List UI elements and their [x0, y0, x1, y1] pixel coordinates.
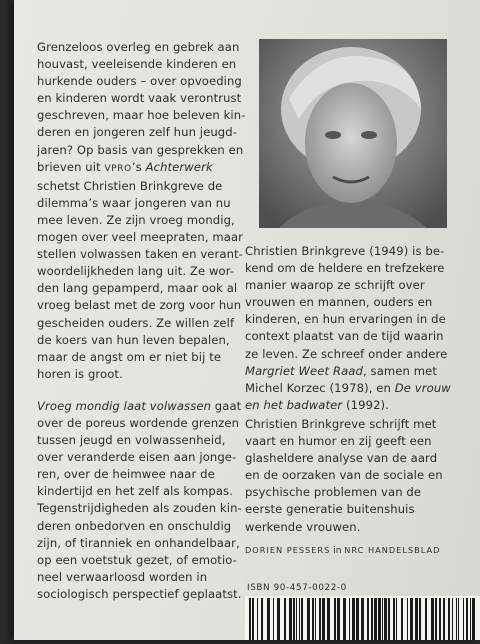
- barcode-bar: [393, 598, 395, 640]
- barcode-bar: [307, 598, 310, 640]
- credit-source: NRC HANDELSBLAD: [344, 545, 441, 555]
- text-run: manier waarop ze schrijft over: [245, 278, 425, 293]
- barcode-bar: [327, 598, 330, 640]
- barcode-bar: [470, 598, 471, 640]
- text-run: en kinderen wordt vaak verontrust: [37, 91, 242, 106]
- text-run: sociologisch perspectief geplaatst.: [37, 586, 242, 601]
- text-run: mogen over veel meepraten, maar: [37, 230, 244, 245]
- blurb-line: [37, 195, 233, 212]
- barcode-bar: [443, 598, 445, 640]
- text-run: de koers van hun leven bepalen,: [37, 332, 230, 347]
- quote-line: [245, 416, 457, 433]
- barcode-bar: [293, 598, 295, 640]
- barcode-bar: [401, 598, 403, 640]
- text-run: deren en jongeren zelf hun jeugd-: [37, 125, 238, 140]
- barcode-bar: [407, 598, 408, 640]
- blurb-line: [37, 349, 233, 366]
- bio-line: [245, 243, 457, 260]
- text-run: psychische problemen van de: [245, 485, 422, 500]
- blurb-line: [37, 415, 240, 432]
- text-run: deren onbedorven en onschuldig: [37, 518, 232, 533]
- text-run: neel verwaarloosd worden in: [37, 569, 208, 584]
- barcode-bar: [284, 598, 286, 640]
- text-run: horen is groot.: [37, 366, 123, 381]
- review-quote: [245, 416, 457, 536]
- text-run: Christien Brinkgreve (1949) is be-: [245, 244, 445, 258]
- barcode-bar: [384, 598, 387, 640]
- blurb-line: [37, 124, 238, 141]
- blurb-line: [37, 39, 240, 56]
- barcode-bar: [452, 598, 453, 640]
- blurb-line: [37, 466, 233, 483]
- text-run: Christien Brinkgreve schrijft met: [245, 417, 437, 431]
- text-run: mee leven. Ze zijn vroeg mondig,: [37, 212, 235, 227]
- barcode-bar: [273, 598, 274, 640]
- blurb-line: [37, 159, 233, 178]
- barcode-bar: [261, 598, 263, 640]
- barcode-bar: [301, 598, 303, 640]
- text-run: en de oorzaken van de sociale en: [245, 468, 443, 483]
- barcode-bar: [249, 598, 251, 640]
- barcode-bar: [277, 598, 280, 640]
- text-run: Grenzeloos overleg en gebrek aan: [37, 40, 240, 54]
- author-portrait-icon: [259, 39, 447, 228]
- text-run: werkende vrouwen.: [245, 519, 361, 534]
- blurb-line: [37, 212, 233, 229]
- barcode-bar: [472, 598, 475, 640]
- text-run: geschreven, maar hoe beleven kin-: [37, 108, 246, 123]
- bio-line: [245, 328, 457, 345]
- barcode-bar: [371, 598, 373, 640]
- text-run: tussen jeugd en volwassenheid,: [37, 433, 226, 448]
- barcode-bar: [289, 598, 292, 640]
- barcode-bar: [458, 598, 459, 640]
- bio-line: [245, 294, 457, 311]
- barcode-bar: [361, 598, 364, 640]
- blurb-line: [37, 366, 233, 383]
- blurb-column: [37, 39, 246, 618]
- quote-line: [245, 484, 457, 501]
- barcode-bar: [382, 598, 383, 640]
- blurb-line: [37, 107, 246, 124]
- blurb-line: [37, 229, 244, 246]
- text-run: zijn, of tiranniek en onhandelbaar,: [37, 535, 240, 550]
- credit-name: DORIEN PESSERS: [245, 545, 331, 555]
- barcode-bar: [367, 598, 369, 640]
- text-run: ren, over de heimwee naar de: [37, 467, 215, 482]
- barcode-bar: [299, 598, 300, 640]
- barcode-bar: [439, 598, 441, 640]
- text-run: gaat: [211, 398, 242, 413]
- blurb-line: [37, 280, 238, 297]
- quote-line: [245, 450, 457, 467]
- barcode-bar: [388, 598, 390, 640]
- bio-line: [245, 260, 457, 277]
- blurb-line: [37, 315, 233, 332]
- blurb-line: [37, 142, 244, 159]
- text-run: en het badwater: [245, 397, 343, 412]
- text-run: jaren? Op basis van gesprekken en: [37, 142, 244, 157]
- blurb-line: [37, 398, 242, 415]
- barcode-bar: [252, 598, 254, 640]
- blurb-line: [37, 297, 242, 314]
- quote-line: [245, 467, 457, 484]
- bio-line: [245, 346, 457, 363]
- blurb-line: [37, 56, 237, 73]
- text-run: Margriet Weet Raad: [245, 363, 363, 378]
- barcode-bar: [267, 598, 270, 640]
- text-run: context plaatst van de tijd waarin: [245, 329, 444, 344]
- text-run: vroeg belast met de zorg voor hun: [37, 298, 242, 313]
- text-run: schetst Christien Brinkgreve de: [37, 178, 223, 193]
- quote-line: [245, 501, 457, 518]
- bio-line: [245, 277, 457, 294]
- barcode-bar: [435, 598, 437, 640]
- text-run: Vroeg mondig laat volwassen: [37, 398, 212, 413]
- text-run: (1992).: [342, 397, 389, 412]
- text-run: kinderen, en hun ervaringen in de: [245, 312, 446, 327]
- text-run: kindertijd en het zelf als kompas.: [37, 484, 233, 499]
- text-run: maar de angst om er niet bij te: [37, 349, 222, 364]
- text-run: den lang gepamperd, maar ook al: [37, 281, 238, 296]
- text-run: , samen met: [362, 363, 438, 378]
- barcode-bar: [378, 598, 381, 640]
- bio-line: [245, 311, 457, 328]
- text-run: over veranderde eisen aan jonge-: [37, 450, 237, 465]
- barcode-bar: [352, 598, 355, 640]
- barcode-bar: [349, 598, 350, 640]
- barcode-bar: [312, 598, 314, 640]
- blurb-line: [37, 432, 233, 449]
- bio-line: [245, 380, 457, 397]
- text-run: ’s: [131, 159, 146, 174]
- blurb-line: [37, 246, 243, 263]
- text-run: ze leven. Ze schreef onder andere: [245, 346, 448, 361]
- credit-in: in: [330, 546, 345, 556]
- barcode-bar: [374, 598, 377, 640]
- text-run: vaart en humor en zij geeft een: [245, 434, 432, 449]
- barcode-bar: [257, 598, 258, 640]
- text-run: gescheiden ouders. Ze willen zelf: [37, 315, 235, 330]
- text-run: brieven uit: [37, 159, 105, 174]
- text-run: kend om de heldere en trefzekere: [245, 261, 445, 276]
- barcode-bar: [296, 598, 297, 640]
- barcode-bar: [315, 598, 316, 640]
- bio-line: [245, 397, 457, 414]
- barcode-bar: [463, 598, 464, 640]
- blurb-line: [37, 552, 237, 569]
- text-run: over de poreus wordende grenzen: [37, 415, 240, 430]
- blurb-line: [37, 483, 233, 500]
- text-run: De vrouw: [394, 380, 451, 395]
- bio-line: [245, 363, 457, 380]
- blurb-line: [37, 586, 242, 603]
- barcode-bar: [356, 598, 359, 640]
- text-run: stellen volwassen taken en verant-: [37, 247, 243, 262]
- isbn-number: ISBN 90-457-0022-0: [247, 583, 347, 593]
- barcode: [245, 596, 480, 640]
- author-bio: [245, 243, 457, 414]
- quote-line: [245, 433, 457, 450]
- blurb-line: [37, 73, 242, 90]
- barcode-bar: [410, 598, 413, 640]
- text-run: eerste generatie buitenshuis: [245, 502, 415, 517]
- text-run: Michel Korzec (1978), en: [245, 380, 395, 395]
- blurb-line: [37, 518, 233, 535]
- barcode-bar: [415, 598, 418, 640]
- blurb-line: [37, 535, 240, 552]
- author-photo: [259, 39, 447, 228]
- barcode-bar: [466, 598, 468, 640]
- blurb-paragraph: [37, 39, 246, 383]
- text-run: houvast, veeleisende kinderen en: [37, 57, 237, 72]
- text-run: hurkende ouders – over opvoeding: [37, 74, 242, 89]
- barcode-bar: [448, 598, 450, 640]
- barcode-bar: [322, 598, 325, 640]
- blurb-line: [37, 90, 242, 107]
- quote-credit: [245, 545, 440, 556]
- blurb-line: [37, 332, 233, 349]
- barcode-bar: [343, 598, 346, 640]
- barcode-bar: [319, 598, 321, 640]
- text-run: woordelijkheden lang uit. Ze wor-: [37, 264, 235, 279]
- barcode-bar: [431, 598, 434, 640]
- text-run: op een voetstuk gezet, of emotio-: [37, 552, 237, 567]
- text-run: glasheldere analyse van de aard: [245, 451, 438, 466]
- barcode-bar: [456, 598, 457, 640]
- blurb-line: [37, 449, 237, 466]
- quote-line: [245, 519, 457, 536]
- blurb-line: [37, 178, 233, 195]
- barcode-bar: [337, 598, 340, 640]
- text-run: Achterwerk: [145, 159, 213, 174]
- barcode-bar: [396, 598, 397, 640]
- text-run: VPRO: [104, 163, 132, 174]
- text-run: vrouwen en mannen, ouders en: [245, 295, 433, 310]
- blurb-line: [37, 263, 233, 280]
- barcode-icon: [245, 596, 480, 640]
- barcode-bar: [419, 598, 421, 640]
- barcode-bar: [425, 598, 427, 640]
- barcode-bar: [334, 598, 336, 640]
- text-run: Tegenstrijdigheden als zouden kin-: [37, 501, 242, 516]
- blurb-line: [37, 500, 242, 517]
- blurb-line: [37, 569, 233, 586]
- text-run: dilemma’s waar jongeren van nu: [37, 195, 231, 210]
- blurb-paragraph: [37, 398, 242, 603]
